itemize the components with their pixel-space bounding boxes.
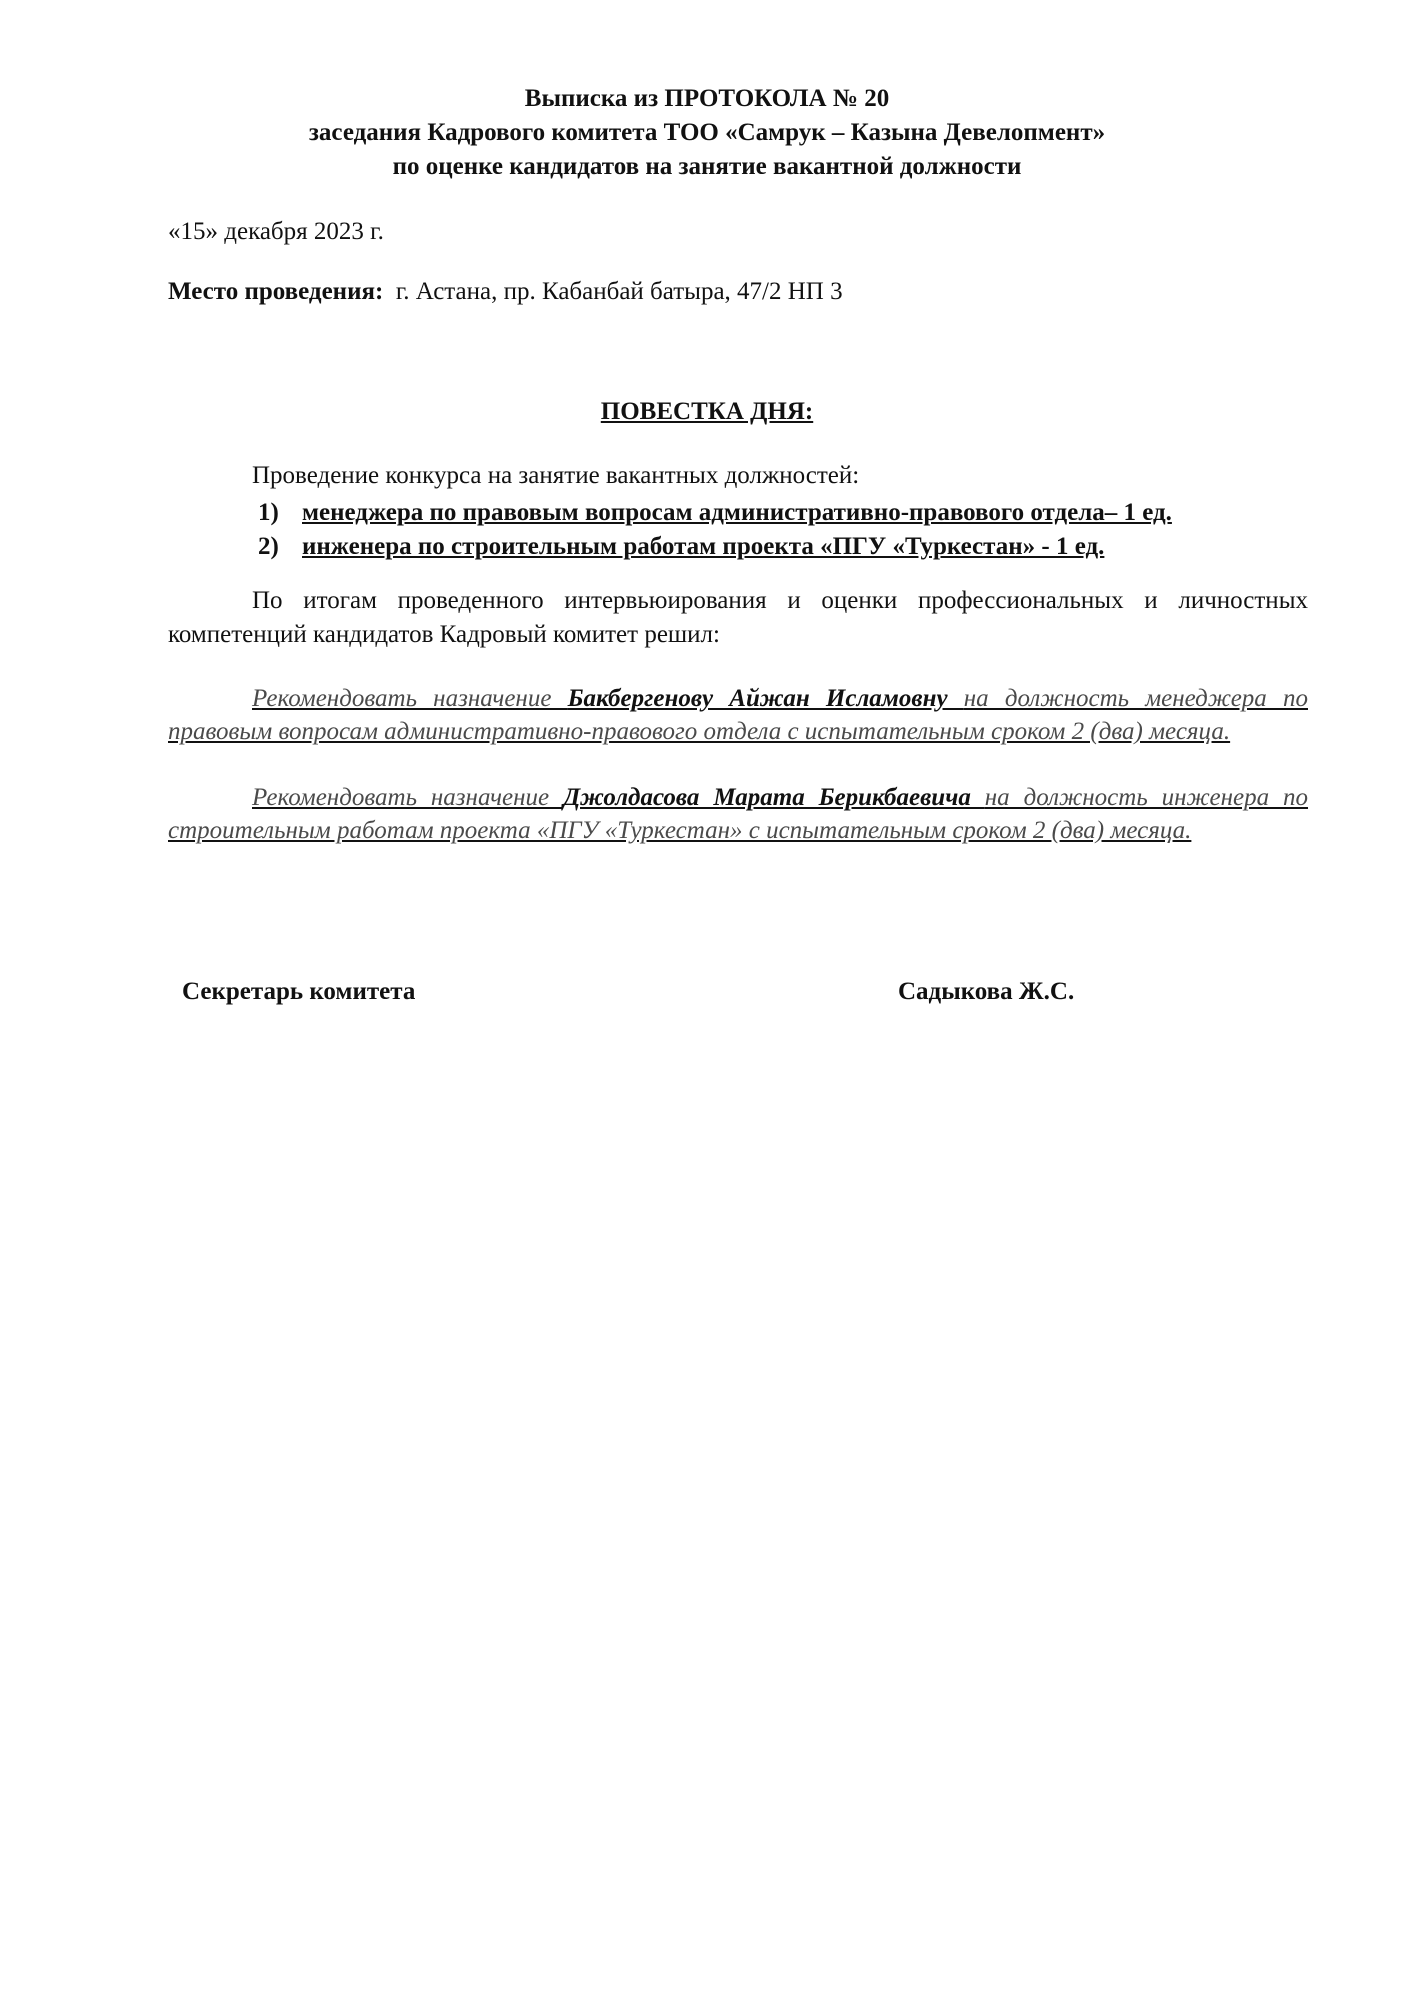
- decision-prefix: Рекомендовать назначение: [252, 784, 564, 811]
- agenda-item: [258, 530, 1172, 564]
- agenda-item-text: менеджера по правовым вопросам административно-правового отдела– 1 ед.: [302, 499, 1172, 526]
- title-line-3: по оценке кандидатов на занятие вакантной должности: [392, 153, 1022, 180]
- decision-intro: По итогам проведенного интервьюирования и оценки профессиональных и личностных компетенций кандидатов Кадровый комитет решил:: [168, 587, 1308, 648]
- candidate-name: Бакбергенову Айжан Исламовну: [567, 685, 964, 712]
- decision-suffix: на должность инженера по строительным работам проекта «ПГУ «Туркестан» с испытательным сроком 2 (два) месяца.: [168, 784, 1309, 844]
- document-title: [0, 82, 1414, 184]
- agenda-heading: ПОВЕСТКА ДНЯ:: [600, 398, 814, 425]
- place-value: г. Астана, пр. Кабанбай батыра, 47/2 НП 3: [395, 278, 843, 305]
- title-line-2: заседания Кадрового комитета ТОО «Самрук – Казына Девелопмент»: [308, 119, 1106, 146]
- agenda-intro: Проведение конкурса на занятие вакантных должностей:: [252, 462, 860, 489]
- title-line-1: Выписка из ПРОТОКОЛА № 20: [524, 85, 890, 112]
- agenda-item-number: 2): [258, 533, 279, 560]
- decision-paragraph: [168, 781, 1308, 847]
- place-label: Место проведения:: [168, 278, 384, 305]
- decision-prefix: Рекомендовать назначение: [252, 685, 568, 712]
- signature-name: Садыкова Ж.С.: [898, 978, 1075, 1005]
- candidate-name: Джолдасова Марата Берикбаевича: [563, 784, 985, 811]
- agenda-item-text: инженера по строительным работам проекта «ПГУ «Туркестан» - 1 ед.: [302, 533, 1105, 560]
- decision-paragraph: [168, 682, 1308, 748]
- signature-role: Секретарь комитета: [182, 978, 416, 1005]
- decision-suffix: на должность менеджера по правовым вопросам административно-правового отдела с испытательным сроком 2 (два) месяца.: [168, 685, 1308, 745]
- meeting-date: «15» декабря 2023 г.: [168, 218, 384, 245]
- meeting-place: [168, 278, 843, 306]
- agenda-item: [258, 496, 1172, 530]
- agenda-list: [258, 496, 1172, 564]
- agenda-item-number: 1): [258, 499, 279, 526]
